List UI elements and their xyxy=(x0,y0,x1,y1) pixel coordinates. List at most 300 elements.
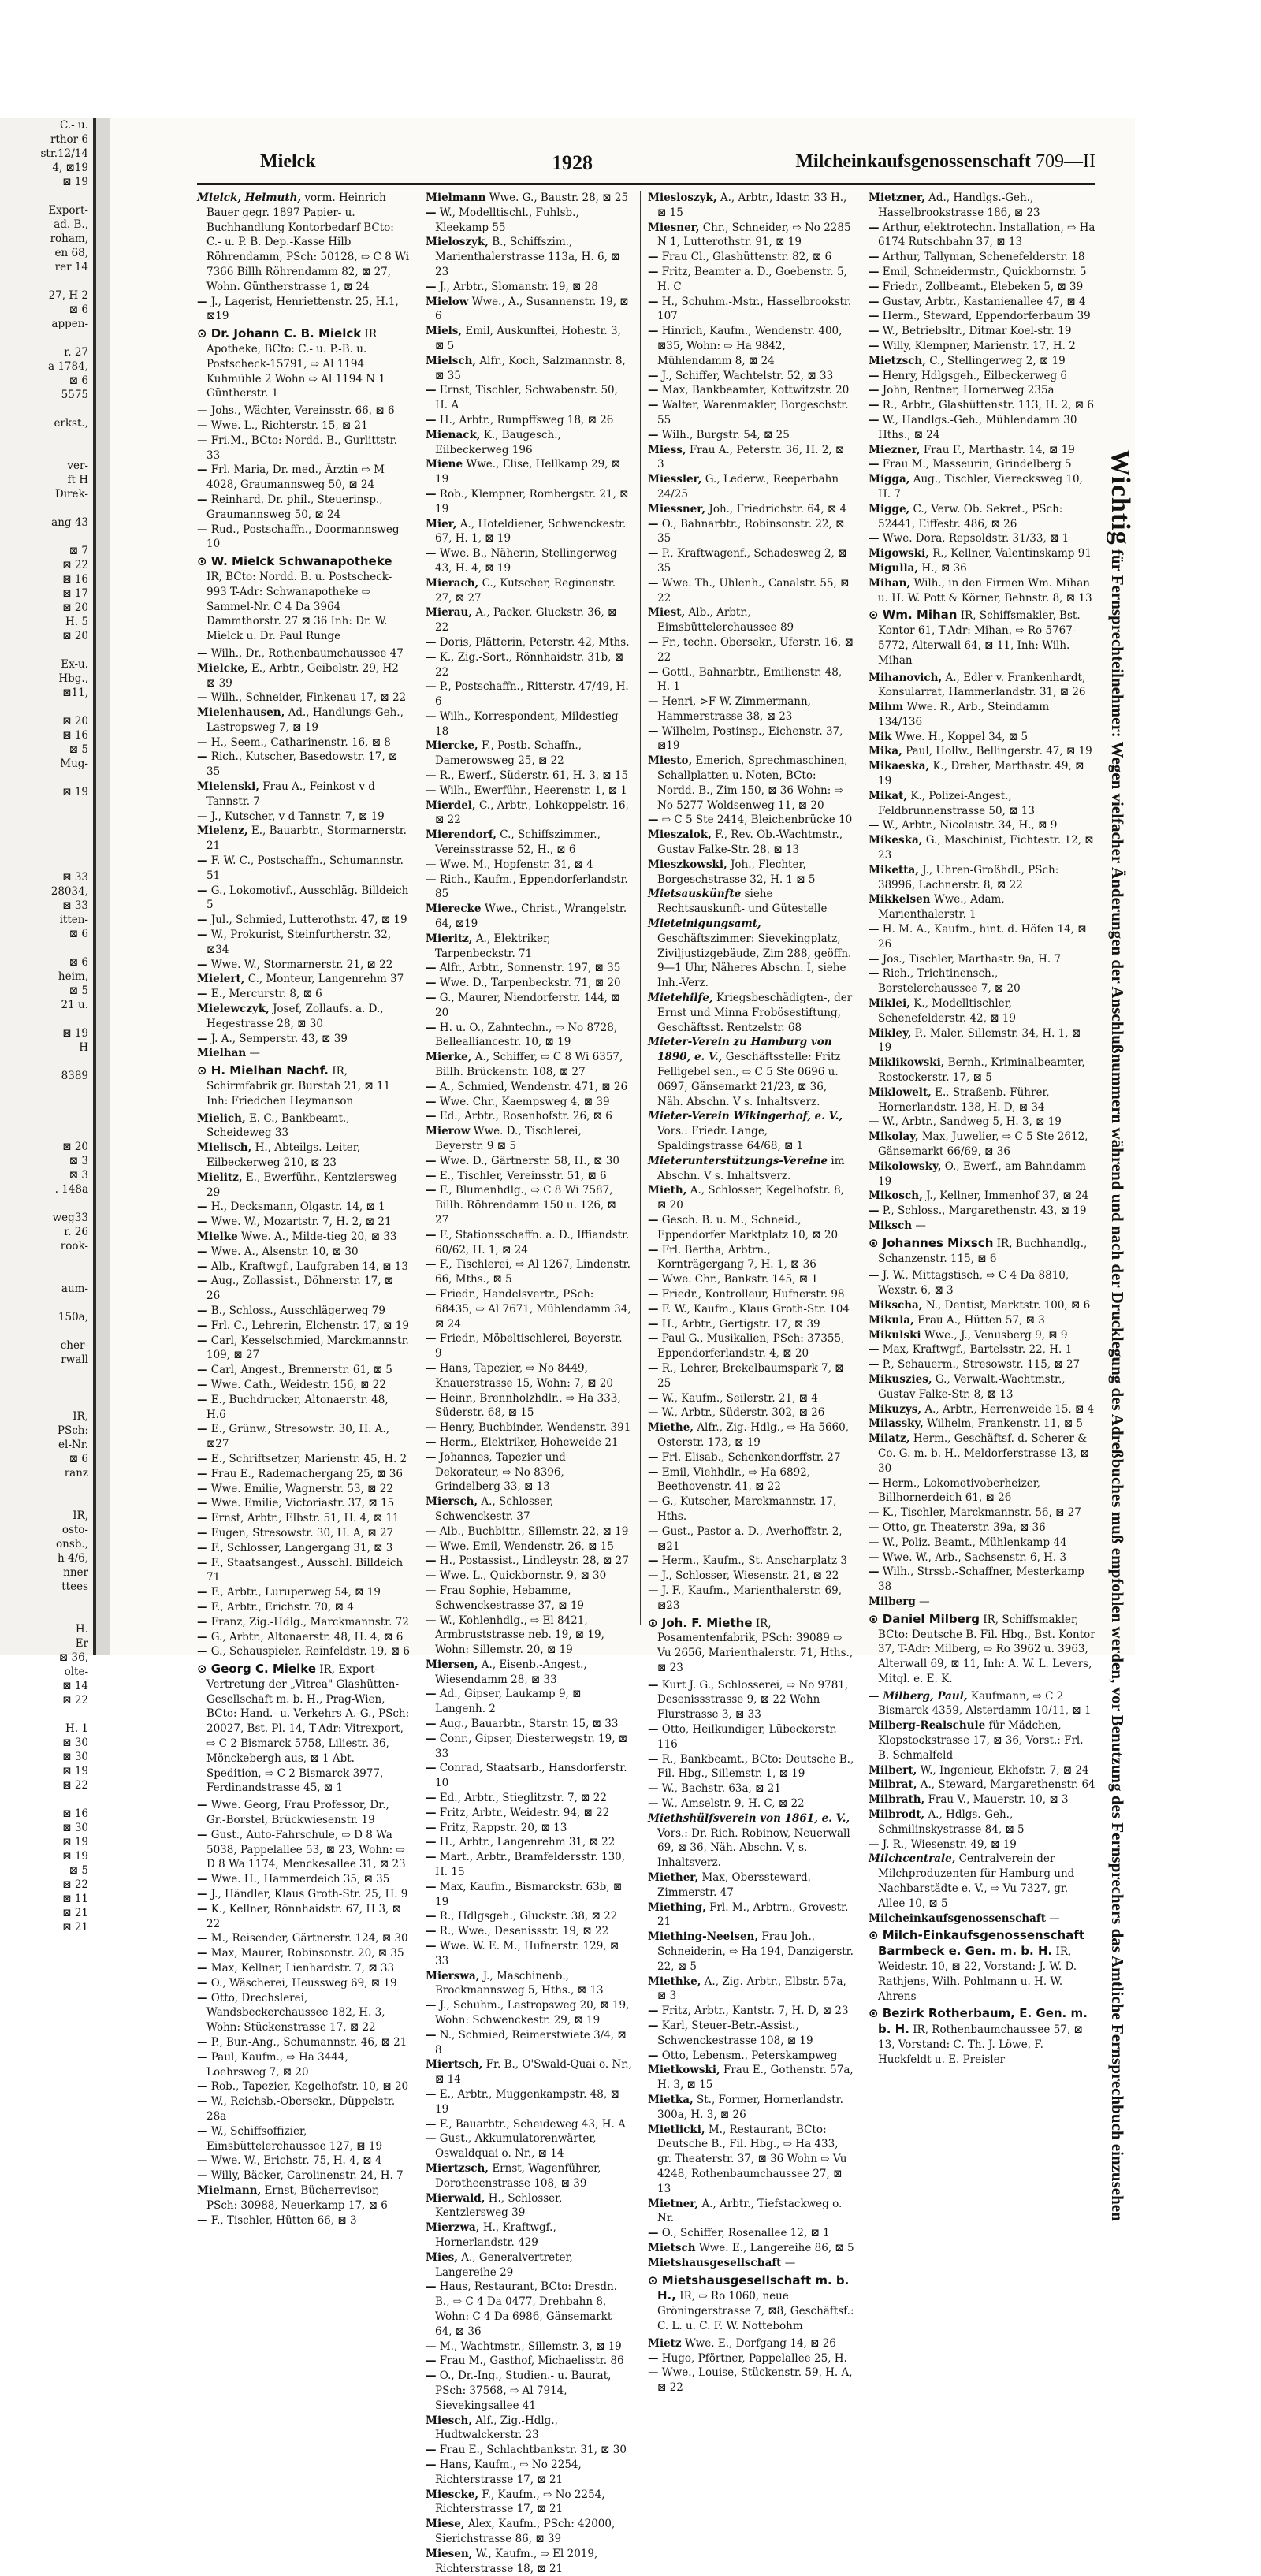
entry-details: Henry, Hdlgsgeh., Eilbeckerweg 6 xyxy=(882,369,1067,382)
directory-column-3 xyxy=(648,191,854,2395)
entry-details: A., Steward, Margarethenstr. 64 xyxy=(920,1778,1095,1792)
previous-page-fragment: IR, xyxy=(73,1410,88,1423)
entry-details: H., Decksmann, Olgastr. 14, ⊠ 1 xyxy=(210,1201,385,1214)
entry-details: Wwe. Th., Uhlenh., Canalstr. 55, ⊠ 22 xyxy=(657,576,850,605)
previous-page-fragment: ⊠ 6 xyxy=(69,374,88,387)
previous-page-fragment: ⊠ 30 xyxy=(62,1822,88,1834)
previous-page-fragment: ⊠ 20 xyxy=(62,1141,88,1153)
entry-details: E., Bauarbtr., Stormarnerstr. 21 xyxy=(206,825,407,853)
entry-details: Rob., Tapezier, Kegelhofstr. 10, ⊠ 20 xyxy=(210,2080,409,2094)
entry-details: H., Abteilgs.-Leiter, Eilbeckerweg 210, ⊠ 23 xyxy=(206,1141,361,1169)
previous-page-fragment: cher- xyxy=(60,1339,88,1352)
entry-details: Herm., Lokomotivoberheizer, Billhornerdeich 61, ⊠ 26 xyxy=(878,1476,1040,1505)
entry-details: IR, Posamentenfabrik, PSch: 39089 ⇨ Vu 2656, Marienthalerstr. 71, Hths., ⊠ 23 xyxy=(657,1617,854,1674)
directory-entry xyxy=(869,472,1095,502)
entry-details: Wwe. Chr., Bankstr. 145, ⊠ 1 xyxy=(661,1273,818,1286)
entry-details: K., Baugesch., Eilbeckerweg 196 xyxy=(435,428,561,456)
previous-page-fragment: ⊠ 33 xyxy=(62,871,88,884)
directory-entry xyxy=(648,2019,854,2049)
directory-entry xyxy=(197,735,410,750)
directory-entry xyxy=(426,1109,632,1124)
entry-details: F., Postb.-Schaffn., Damerowsweg 25, ⊠ 22 xyxy=(435,739,582,768)
entry-name: — xyxy=(197,1873,208,1886)
entry-details: Wilhelm, Frankenstr. 11, ⊠ 5 xyxy=(927,1417,1084,1431)
entry-details: A., Eisenb.-Angest., Wiesendamm 28, ⊠ 33 xyxy=(435,1658,587,1686)
directory-entry xyxy=(648,1900,854,1930)
entry-name: — xyxy=(197,2080,208,2094)
entry-details: Hans, Kaufm., ⇨ No 2254, Richterstrasse 17, ⊠ 21 xyxy=(435,2458,582,2486)
entry-details: O., Schiffer, Rosenallee 12, ⊠ 1 xyxy=(661,2227,830,2240)
entry-name: Mieszalok, xyxy=(648,828,712,842)
entry-details: G., Lederw., Reeperbahn 24/25 xyxy=(657,473,839,501)
entry-name: — xyxy=(869,310,880,323)
directory-entry xyxy=(648,1302,854,1317)
previous-page-fragment: ⊠ 16 xyxy=(62,729,88,742)
entry-name: — xyxy=(648,1391,659,1405)
entry-name: — xyxy=(197,419,208,432)
directory-entry xyxy=(426,961,632,976)
entry-name: — xyxy=(426,1554,437,1568)
entry-details: B., Schiffszim., Marienthalerstrasse 113a, H. 6, ⊠ 23 xyxy=(435,236,620,278)
entry-details: Wilh., Schneider, Finkenau 17, ⊠ 22 xyxy=(210,691,407,705)
entry-details: Max, Juwelier, ⇨ C 5 Ste 2612, Gänsemarkt 66/69, ⊠ 36 xyxy=(878,1130,1088,1158)
previous-page-fragment: ⊠ 3 xyxy=(69,1155,88,1167)
directory-entry xyxy=(426,546,632,576)
entry-name: Mieth, xyxy=(648,1184,687,1197)
entry-name: Miesner, xyxy=(648,221,700,234)
directory-entry xyxy=(869,1219,1095,1234)
directory-entry xyxy=(426,1687,632,1717)
entry-details: Frau F., Marthastr. 14, ⊠ 19 xyxy=(923,443,1075,456)
directory-entry xyxy=(426,1524,632,1539)
entry-name: — xyxy=(426,1821,437,1834)
directory-entry xyxy=(648,1361,854,1391)
entry-name: — xyxy=(197,810,208,823)
entry-name: Milchcentrale, xyxy=(869,1852,956,1866)
entry-details: Wwe. R., Arb., Steindamm 134/136 xyxy=(878,701,1050,728)
entry-details: Wwe., A., Susannenstr. 19, ⊠ 6 xyxy=(435,295,629,323)
directory-entry xyxy=(869,952,1095,967)
directory-entry xyxy=(869,1416,1095,1431)
previous-page-fragment: IR, xyxy=(73,1509,88,1522)
entry-name: — xyxy=(197,1260,208,1273)
entry-name: ⊙ Joh. F. Miethe xyxy=(648,1615,753,1630)
entry-details: E., Arbtr., Geibelstr. 29, H2 ⊠ 39 xyxy=(206,661,399,690)
entry-details: F., Bauarbtr., Scheideweg 43, H. A xyxy=(439,2117,626,2131)
entry-name: Miesloszyk, xyxy=(648,192,717,204)
entry-name: — xyxy=(869,1837,880,1851)
entry-details: für Mädchen, Klopstockstrasse 17, ⊠ 36, Vorst.: Frl. B. Schmalfeld xyxy=(878,1719,1084,1762)
previous-page-fragment: ⊠ 5 xyxy=(69,985,88,997)
directory-entry xyxy=(426,2087,632,2117)
directory-entry xyxy=(869,1912,1095,1926)
entry-details: Gustav, Arbtr., Kastanienallee 47, ⊠ 4 xyxy=(882,295,1086,308)
entry-name: Mikaeska, xyxy=(869,760,930,773)
previous-page-fragment: ⊠ 22 xyxy=(62,559,88,571)
entry-details: F., Staatsangest., Ausschl. Billdeich 71 xyxy=(206,1556,404,1584)
entry-details: Wwe. W., Mozartstr. 7, H. 2, ⊠ 21 xyxy=(210,1215,392,1229)
entry-details: W., Kaufm., Seilerstr. 21, ⊠ 4 xyxy=(661,1391,818,1405)
directory-entry xyxy=(869,996,1095,1026)
directory-entry xyxy=(197,1991,410,2035)
entry-details: Paul, Kaufm., ⇨ Ha 3444, Loehrsweg 7, ⊠ 20 xyxy=(206,2050,348,2079)
directory-entry xyxy=(426,679,632,709)
entry-name: — xyxy=(869,1269,880,1282)
entry-name: — xyxy=(197,735,208,749)
entry-name: — xyxy=(197,1032,208,1045)
entry-name: Mielhan xyxy=(197,1047,247,1060)
entry-details: N., Schmied, Reimerstwiete 3/4, ⊠ 8 xyxy=(435,2028,627,2057)
entry-name: — xyxy=(426,2458,437,2471)
previous-page-fragment xyxy=(0,1707,93,1722)
entry-details: Emil, Schneidermstr., Quickbornstr. 5 xyxy=(882,265,1087,278)
directory-entry xyxy=(648,1678,854,1722)
directory-entry xyxy=(869,1476,1095,1506)
entry-name: — xyxy=(197,295,208,308)
entry-details: Wilh., Ewerführ., Heerenstr. 1, ⊠ 1 xyxy=(439,784,627,797)
entry-details: Max, Kaufm., Bismarckstr. 63b, ⊠ 19 xyxy=(435,1880,623,1908)
directory-entry xyxy=(648,324,854,368)
directory-entry xyxy=(197,1630,410,1645)
directory-entry xyxy=(426,1331,632,1361)
entry-details: Aug., Zollassist., Döhnerstr. 17, ⊠ 26 xyxy=(206,1275,394,1303)
entry-details: W., Kohlenhdlg., ⇨ El 8421, Armbruststrasse neb. 19, ⊠ 19, Wohn: Sillemstr. 20, ⊠ 19 xyxy=(435,1614,604,1657)
entry-details: W., Poliz. Beamt., Mühlenkamp 44 xyxy=(882,1536,1067,1549)
entry-name: — xyxy=(869,819,880,832)
previous-page-fragment: Direk- xyxy=(54,488,88,501)
directory-entry xyxy=(197,1541,410,1556)
entry-name: — xyxy=(197,750,208,764)
entry-name: Miersen, xyxy=(426,1658,478,1671)
entry-details: Gesch. B. u. M., Schneid., Eppendorfer Marktplatz 10, ⊠ 20 xyxy=(657,1213,839,1241)
directory-entry xyxy=(426,2414,632,2444)
entry-name: Miese, xyxy=(426,2518,465,2531)
directory-entry xyxy=(197,854,410,884)
directory-entry xyxy=(197,2094,410,2124)
previous-page-fragment xyxy=(0,941,93,955)
previous-page-fragment xyxy=(0,1253,93,1268)
directory-entry xyxy=(648,1450,854,1465)
entry-details: E., Mercurstr. 8, ⊠ 6 xyxy=(210,988,322,1001)
header-year: 1928 xyxy=(552,151,593,174)
entry-details: Gust., Auto-Fahrschule, ⇨ D 8 Wa 5038, Pappelallee 53, ⊠ 23, Wohn: ⇨ D 8 Wa 1174, Menckesallee 31, ⊠ 23 xyxy=(206,1828,406,1871)
entry-details: Wwe. D., Gärtnerstr. 58, H., ⊠ 30 xyxy=(439,1154,619,1167)
entry-details: H., Schlosser, Kentzlersweg 39 xyxy=(435,2191,563,2220)
directory-entry xyxy=(197,1662,410,1796)
entry-details: Wilh., Korrespondent, Mildestieg 18 xyxy=(435,709,619,738)
entry-name: Miklikowski, xyxy=(869,1056,945,1070)
directory-entry xyxy=(426,709,632,739)
entry-details: Emil, Auskunftei, Hohestr. 3, ⊠ 5 xyxy=(435,325,621,352)
entry-details: Josef, Zollaufs. a. D., Hegestrasse 28, ⊠ 30 xyxy=(206,1003,384,1030)
entry-name: — xyxy=(426,769,437,783)
directory-entry xyxy=(197,1526,410,1541)
entry-details: Fritz, Arbtr., Weidestr. 94, ⊠ 22 xyxy=(439,1806,610,1819)
entry-name: Migge, xyxy=(869,502,910,516)
entry-name: Mikula, xyxy=(869,1313,914,1327)
directory-entry xyxy=(426,1021,632,1051)
directory-entry xyxy=(197,1556,410,1586)
directory-entry xyxy=(426,1080,632,1095)
entry-name: — xyxy=(426,1110,437,1123)
directory-entry xyxy=(869,671,1095,701)
previous-page-fragment xyxy=(0,430,93,445)
previous-page-fragment: H xyxy=(79,1041,88,1054)
entry-details: M., Wachtmstr., Sillemstr. 3, ⊠ 19 xyxy=(439,2340,622,2353)
entry-details: Ed., Arbtr., Stieglitzstr. 7, ⊠ 22 xyxy=(439,1792,607,1805)
entry-details: John, Rentner, Hornerweg 235a xyxy=(882,384,1055,397)
directory-entry xyxy=(869,354,1095,369)
directory-entry xyxy=(648,1272,854,1287)
directory-entry xyxy=(869,398,1095,413)
entry-name: — xyxy=(869,221,880,234)
entry-name: — xyxy=(648,2049,659,2062)
entry-details: Aug., Tischler, Vierecksweg 10, H. 7 xyxy=(878,473,1083,501)
entry-details: Wwe. H., Koppel 34, ⊠ 5 xyxy=(895,730,1029,743)
entry-name: ⊙ Daniel Milberg xyxy=(869,1611,980,1626)
entry-name: — xyxy=(197,1452,208,1465)
previous-page-fragment: Export- xyxy=(48,204,88,217)
entry-details: W., Modelltischl., Fuhlsb., Kleekamp 55 xyxy=(435,206,579,234)
directory-entry xyxy=(197,913,410,928)
directory-entry xyxy=(869,561,1095,576)
entry-name: — xyxy=(648,265,659,278)
directory-entry xyxy=(869,250,1095,265)
entry-details: — xyxy=(1049,1912,1060,1925)
entry-name: — xyxy=(197,1304,208,1317)
entry-name: Mies, xyxy=(426,2250,458,2264)
entry-name: — xyxy=(869,339,880,352)
entry-details: C., Monteur, Langenrehm 37 xyxy=(247,973,404,986)
entry-name: Mietka, xyxy=(648,2094,694,2106)
previous-page-fragment: ⊠ 19 xyxy=(62,1027,88,1040)
directory-entry xyxy=(426,235,632,279)
entry-details: Chr., Schneider, ⇨ No 2285 N 1, Lutterothstr. 91, ⊠ 19 xyxy=(657,221,851,249)
directory-entry xyxy=(197,1046,410,1061)
entry-name: — xyxy=(197,1364,208,1377)
entry-name: — xyxy=(869,952,880,966)
directory-entry xyxy=(869,309,1095,324)
entry-name: Mielke xyxy=(197,1230,238,1243)
entry-name: Mietner, xyxy=(648,2197,699,2210)
entry-name: ⊙ Wm. Mihan xyxy=(869,608,958,623)
entry-name: — xyxy=(648,665,659,679)
entry-details: Arthur, elektrotechn. Installation, ⇨ Ha 6174 Rutschbahn 37, ⊠ 13 xyxy=(878,221,1095,249)
entry-name: — xyxy=(648,695,659,709)
directory-entry xyxy=(426,457,632,487)
directory-entry xyxy=(426,902,632,932)
entry-name: Miessler, xyxy=(648,473,702,486)
directory-entry xyxy=(869,1328,1095,1343)
entry-details: Carl, Angest., Brennerstr. 61, ⊠ 5 xyxy=(210,1364,392,1377)
entry-details: Otto, Heilkundiger, Lübeckerstr. 116 xyxy=(657,1723,837,1751)
directory-entry xyxy=(869,1189,1095,1204)
entry-name: — xyxy=(648,384,659,397)
entry-name: — xyxy=(197,854,208,868)
entry-name: — xyxy=(648,251,659,264)
entry-name: ⊙ Johannes Mixsch xyxy=(869,1235,994,1250)
directory-entry xyxy=(426,2028,632,2058)
directory-entry xyxy=(426,2117,632,2132)
directory-entry xyxy=(426,1761,632,1791)
directory-entry xyxy=(648,1495,854,1524)
entry-name: — xyxy=(197,2036,208,2049)
entry-details: IR Apotheke, BCto: C.- u. P.-B. u. Postscheck-15791, ⇨ Al 1194 Kuhmühle 2 Wohn ⇨ Al 1194 N 1 Güntherstr. 1 xyxy=(206,328,385,400)
directory-entry xyxy=(197,972,410,987)
directory-entry xyxy=(869,280,1095,295)
entry-details: Gust., Akkumulatorenwärter, Oswaldquai o. Nr., ⊠ 14 xyxy=(435,2132,597,2161)
previous-page-fragment: ⊠ 11 xyxy=(62,1893,88,1905)
entry-name: — xyxy=(197,404,208,418)
entry-name: Miethke, xyxy=(648,1975,701,1988)
directory-entry xyxy=(426,295,632,325)
entry-details: Wwe. B., Näherin, Stellingerweg 43, H. 4, ⊠ 19 xyxy=(435,547,617,575)
entry-name: — xyxy=(197,1645,208,1658)
entry-details: J., Uhren-Großhdl., PSch: 38996, Lachnerstr. 8, ⊠ 22 xyxy=(878,863,1059,892)
directory-entry xyxy=(197,2079,410,2094)
directory-entry xyxy=(648,2366,854,2395)
entry-name: Mik xyxy=(869,730,892,743)
entry-details: Friedr., Zollbeamt., Elebeken 5, ⊠ 39 xyxy=(882,280,1084,293)
entry-details: J. A., Semperstr. 43, ⊠ 39 xyxy=(210,1032,348,1045)
previous-page-fragment: ⊠11, xyxy=(62,687,88,699)
entry-name: — xyxy=(197,1556,208,1569)
entry-details: Friedr., Kontrolleur, Hufnerstr. 98 xyxy=(661,1287,845,1301)
previous-page-fragment: ⊠ 5 xyxy=(69,743,88,756)
entry-details: Herm., Elektriker, Hoheweide 21 xyxy=(439,1435,619,1449)
entry-details: P., Bur.-Ang., Schumannstr. 46, ⊠ 21 xyxy=(210,2036,407,2049)
previous-page-fragment: ttees xyxy=(61,1580,88,1593)
directory-entry xyxy=(426,1450,632,1495)
entry-details: Wilh., Burgstr. 54, ⊠ 25 xyxy=(661,428,790,441)
entry-name: — xyxy=(648,1752,659,1766)
entry-details: F., Schlosser, Langergang 31, ⊠ 3 xyxy=(210,1541,393,1554)
previous-page-fragment: aum- xyxy=(61,1282,88,1295)
entry-details: C., Schiffszimmer., Vereinsstrasse 52, H., ⊠ 6 xyxy=(435,828,601,857)
previous-page-fragment: ⊠ 17 xyxy=(62,587,88,600)
previous-page-fragment xyxy=(0,1097,93,1111)
directory-entry xyxy=(648,2273,854,2334)
entry-name: — xyxy=(426,1999,437,2012)
entry-name: Miklei, xyxy=(869,997,910,1011)
entry-details: Frau Sophie, Hebamme, Schwenckestrasse 37, ⊠ 19 xyxy=(435,1584,585,1612)
previous-page-fragment: ⊠ 19 xyxy=(62,786,88,798)
directory-entry xyxy=(426,635,632,650)
entry-details: Frau Cl., Glashüttenstr. 82, ⊠ 6 xyxy=(661,251,832,264)
entry-details: Wwe. D., Tischlerei, Beyerstr. 9 ⊠ 5 xyxy=(435,1125,582,1152)
entry-details: Kriegsbeschädigten-, der Ernst und Minna Frobösestiftung, Geschäftsst. Rentzelstr. 68 xyxy=(657,992,853,1034)
entry-name: — xyxy=(869,280,880,293)
entry-details: Johs., Wächter, Vereinsstr. 66, ⊠ 6 xyxy=(210,404,395,418)
directory-entry xyxy=(648,1722,854,1752)
entry-name: — xyxy=(197,1600,208,1614)
entry-name: — xyxy=(197,1497,208,1510)
directory-entry xyxy=(869,1595,1095,1610)
directory-entry xyxy=(426,517,632,547)
previous-page-fragment: ⊠ 22 xyxy=(62,1779,88,1792)
directory-entry xyxy=(648,546,854,576)
entry-details: Frau E., Gothenstr. 57a, H. 3, ⊠ 15 xyxy=(657,2064,854,2092)
entry-details: F., Rev. Ob.-Wachtmstr., Gustav Falke-Str. 28, ⊠ 13 xyxy=(657,828,843,857)
directory-page xyxy=(110,118,1135,2575)
entry-name: Mielich, xyxy=(197,1111,246,1125)
entry-details: E., Tischler, Vereinsstr. 51, ⊠ 6 xyxy=(439,1169,607,1182)
entry-name: Miethshülfsverein von 1861, e. V., xyxy=(648,1811,850,1825)
directory-entry xyxy=(197,2035,410,2050)
entry-name: — xyxy=(426,1287,437,1301)
previous-page-fragment: ⊠ 6 xyxy=(69,303,88,316)
entry-name: — xyxy=(426,487,437,501)
entry-name: Miertzsch, xyxy=(426,2161,489,2175)
entry-name: — xyxy=(197,1541,208,1554)
entry-name: — xyxy=(426,2088,437,2101)
entry-name: — xyxy=(426,709,437,723)
page-header xyxy=(110,151,1095,178)
entry-name: — xyxy=(869,325,880,338)
directory-entry xyxy=(648,502,854,517)
directory-entry xyxy=(648,2049,854,2064)
directory-entry xyxy=(648,1975,854,2005)
directory-entry xyxy=(426,798,632,828)
directory-entry xyxy=(869,2006,1095,2067)
entry-name: Milbrath, xyxy=(869,1793,925,1807)
entry-name: Mietlicki, xyxy=(648,2123,705,2136)
directory-entry xyxy=(197,1828,410,1872)
previous-page-fragment: H. 5 xyxy=(65,616,88,628)
entry-name: — xyxy=(648,325,659,338)
entry-name: Miertsch, xyxy=(426,2058,483,2072)
entry-details: Gust., Pastor a. D., Averhoffstr. 2, ⊠21 xyxy=(657,1524,843,1553)
entry-name: — xyxy=(648,1797,659,1811)
entry-details: G., Maschinist, Fichtestr. 12, ⊠ 23 xyxy=(878,834,1094,862)
directory-entry xyxy=(426,2057,632,2087)
directory-entry xyxy=(648,1616,854,1676)
entry-name: Mielenhausen, xyxy=(197,706,285,720)
previous-page-fragment xyxy=(0,501,93,516)
entry-details: H., Arbtr., Gertigstr. 17, ⊠ 39 xyxy=(661,1317,820,1331)
directory-entry xyxy=(197,646,410,661)
entry-details: Alb., Arbtr., Eimsbüttelerchaussee 89 xyxy=(657,606,794,635)
entry-details: Otto, Drechslerei, Wandsbeckerchaussee 182, H. 3, Wohn: Stückenstrasse 17, ⊠ 22 xyxy=(206,1991,385,2034)
previous-page-fragment xyxy=(0,643,93,657)
directory-entry xyxy=(648,858,854,888)
directory-entry xyxy=(648,369,854,384)
directory-entry xyxy=(648,1183,854,1213)
directory-entry xyxy=(648,754,854,813)
entry-name: — xyxy=(426,1435,437,1449)
entry-details: Alfr., Koch, Salzmannstr. 8, ⊠ 35 xyxy=(435,354,626,382)
directory-entry xyxy=(869,833,1095,863)
directory-entry xyxy=(648,1796,854,1811)
entry-details: Centralverein der Milchproduzenten für Hamburg und Nachbarstädte e. V., ⇨ Vu 7327, gr. Allee 10, ⊠ 5 xyxy=(878,1852,1075,1910)
entry-details: Wwe. W., Arb., Sachsenstr. 6, H. 3 xyxy=(882,1550,1067,1564)
entry-details: Wwe., Christ., Wrangelstr. 64, ⊠19 xyxy=(435,903,627,931)
entry-details: E., Buchdrucker, Altonaerstr. 48, H.6 xyxy=(206,1393,389,1421)
directory-entry xyxy=(426,784,632,798)
directory-entry xyxy=(869,1550,1095,1565)
directory-entry xyxy=(197,1452,410,1467)
directory-entry xyxy=(426,413,632,428)
entry-name: Mielenski, xyxy=(197,780,259,794)
entry-details: W., Bachstr. 63a, ⊠ 21 xyxy=(661,1782,781,1796)
entry-details: Max, Kellner, Lienhardstr. 7, ⊠ 33 xyxy=(210,1962,395,1975)
entry-details: Arthur, Tallyman, Schenefelderstr. 18 xyxy=(882,251,1085,264)
entry-details: Paul G., Musikalien, PSch: 37355, Eppendorferlandstr. 4, ⊠ 20 xyxy=(657,1332,845,1361)
entry-details: Max, Kraftwgf., Bartelsstr. 22, H. 1 xyxy=(882,1343,1073,1357)
entry-details: IR, ⇨ Ro 1060, neue Gröningerstrasse 7, ⊠8, Geschäftsf.: C. L. u. C. F. W. Nottebohm xyxy=(657,2290,854,2332)
entry-details: Hinrich, Kaufm., Wendenstr. 400, ⊠35, Wohn: ⇨ Ha 9842, Mühlendamm 8, ⊠ 24 xyxy=(657,325,843,367)
directory-entry xyxy=(869,730,1095,745)
